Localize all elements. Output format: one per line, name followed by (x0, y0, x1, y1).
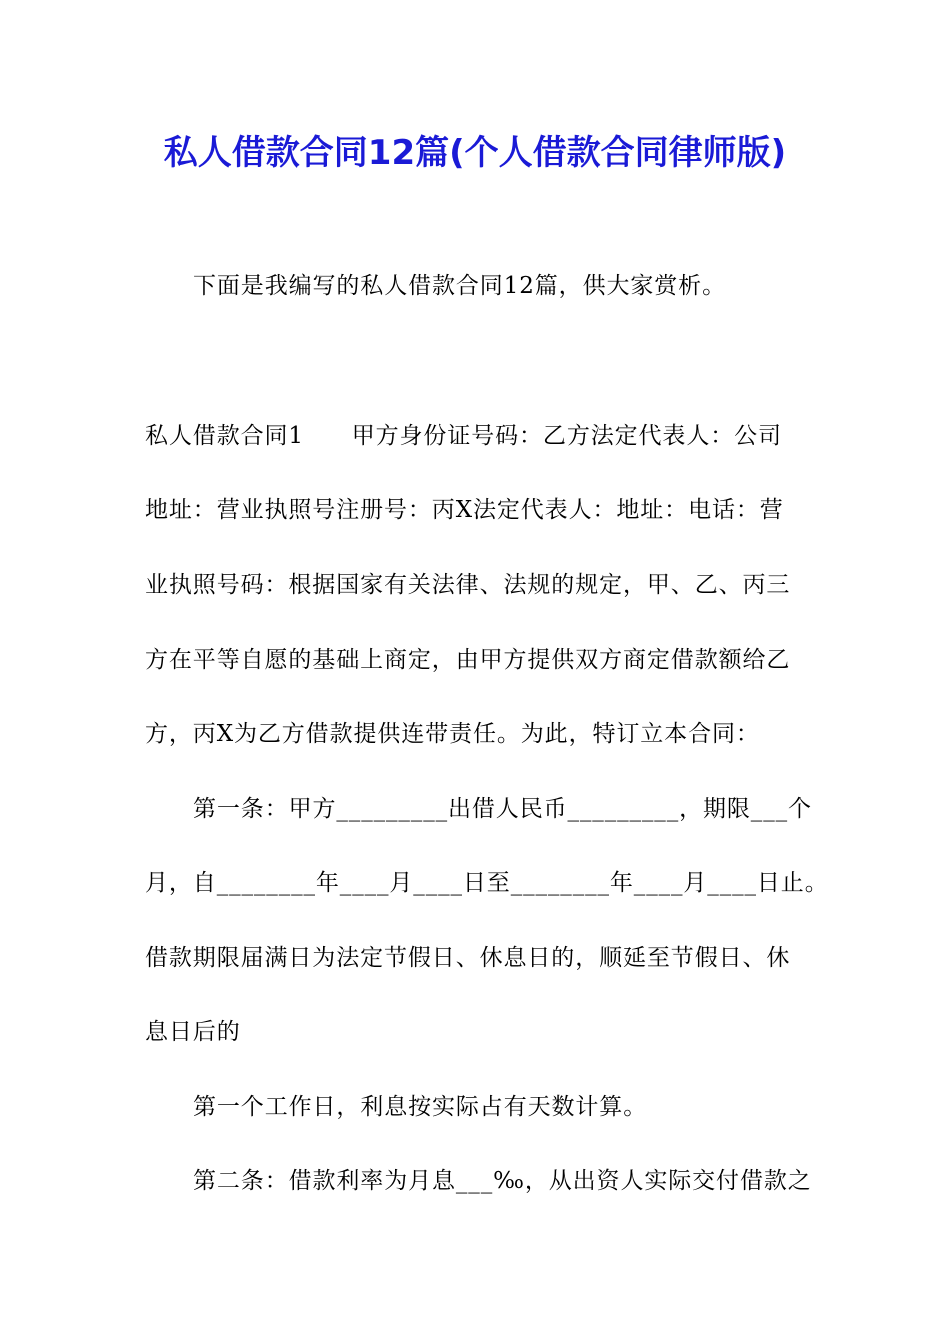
contract-1-line-4: 方在平等自愿的基础上商定，由甲方提供双方商定借款额给乙 (145, 647, 791, 673)
contract-1-line-2: 地址：营业执照号注册号：丙X法定代表人：地址：电话：营 (145, 497, 784, 523)
workday-paragraph: 第一个工作日，利息按实际占有天数计算。 (193, 1094, 648, 1120)
article-1-line-2: 月，自________年____月____日至________年____月____日止。 (145, 870, 829, 896)
contract-1-line-5: 方，丙X为乙方借款提供连带责任。为此，特订立本合同： (145, 721, 760, 747)
document-title: 私人借款合同12篇(个人借款合同律师版) (163, 133, 787, 173)
article-1-line-1: 第一条：甲方_________出借人民币_________，期限___个 (193, 796, 812, 822)
article-1-line-4: 息日后的 (145, 1019, 241, 1045)
contract-1-line-1: 私人借款合同1 甲方身份证号码：乙方法定代表人：公司 (145, 423, 782, 449)
article-2-line-1: 第二条：借款利率为月息___‰，从出资人实际交付借款之 (193, 1168, 812, 1194)
contract-1-line-3: 业执照号码：根据国家有关法律、法规的规定，甲、乙、丙三 (145, 572, 791, 598)
intro-paragraph: 下面是我编写的私人借款合同12篇，供大家赏析。 (193, 273, 726, 299)
article-1-line-3: 借款期限届满日为法定节假日、休息日的，顺延至节假日、休 (145, 945, 791, 971)
